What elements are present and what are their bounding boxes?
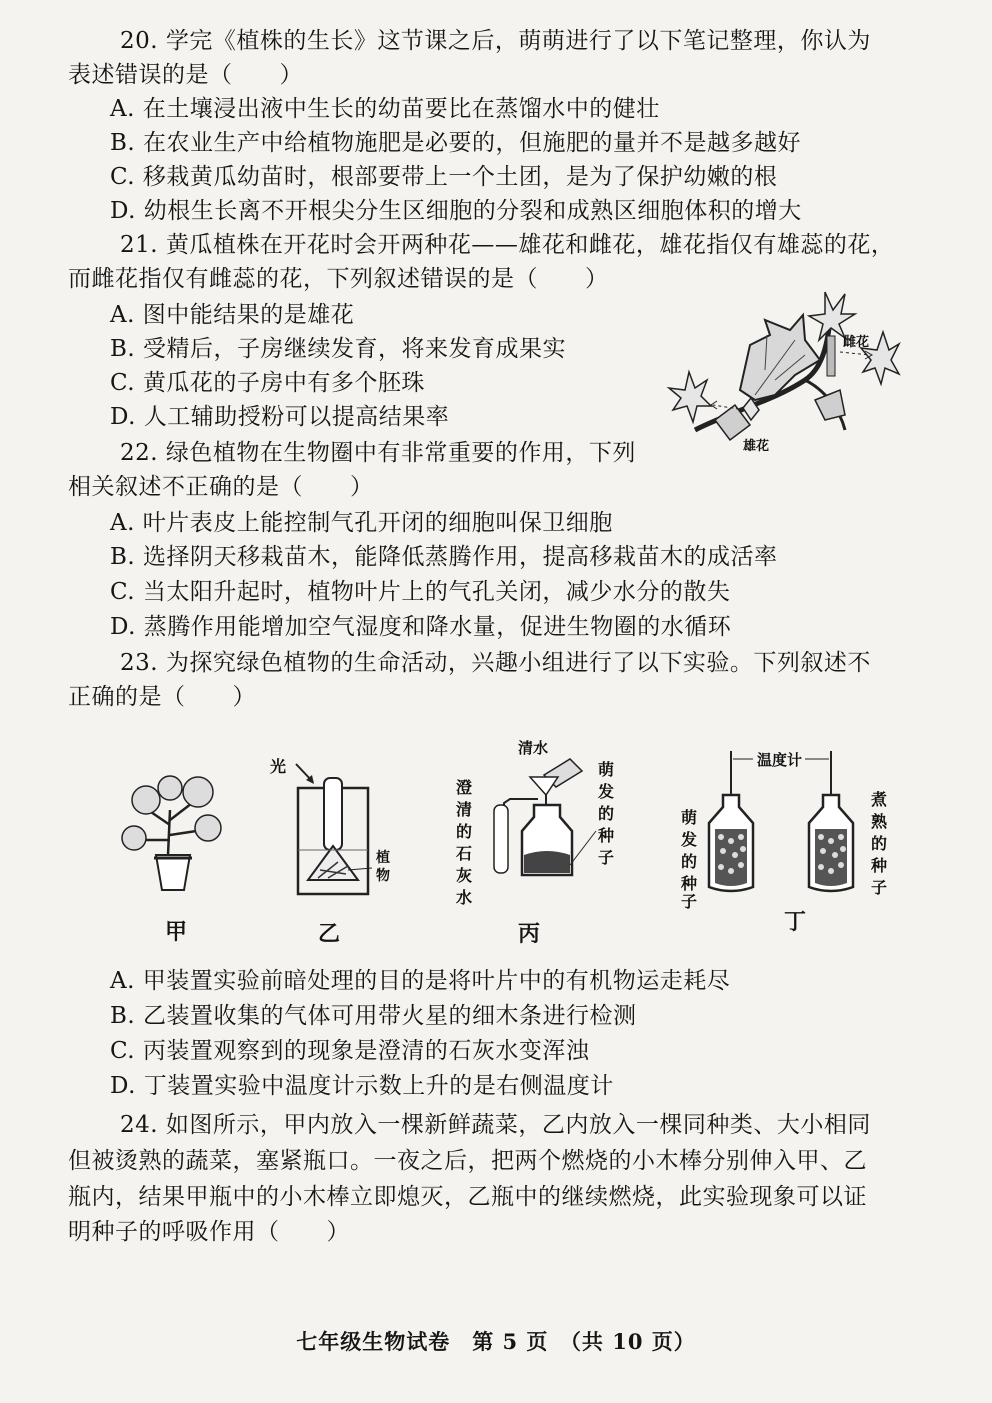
q23-option-c[interactable]: C. 丙装置观察到的现象是澄清的石灰水变浑浊	[110, 1038, 590, 1064]
apparatus-jia	[118, 770, 233, 900]
germinating-seeds-label	[597, 760, 614, 867]
q20-stem-line2: 表述错误的是（ ）	[68, 62, 303, 88]
q22-stem-line2: 相关叙述不正确的是（ ）	[68, 474, 374, 500]
female-flower-label: 雌花	[843, 335, 870, 350]
svg-text:石: 石	[456, 844, 473, 863]
q23-option-b[interactable]: B. 乙装置收集的气体可用带火星的细木条进行检测	[110, 1003, 637, 1029]
svg-text:的: 的	[598, 804, 615, 823]
apparatus-ding-label: 丁	[784, 909, 807, 935]
svg-text:子: 子	[871, 878, 888, 897]
svg-text:种: 种	[598, 826, 615, 845]
svg-text:子: 子	[598, 848, 615, 867]
svg-text:子: 子	[681, 892, 698, 911]
q20-option-c[interactable]: C. 移栽黄瓜幼苗时，根部要带上一个土团，是为了保护幼嫩的根	[110, 164, 778, 190]
svg-text:清: 清	[456, 800, 473, 819]
apparatus-yi-label: 乙	[318, 921, 341, 947]
q21-stem-line1: 21. 黄瓜植株在开花时会开两种花——雄花和雌花，雄花指仅有雄蕊的花，	[120, 232, 895, 258]
q23-option-d[interactable]: D. 丁装置实验中温度计示数上升的是右侧温度计	[110, 1073, 614, 1099]
q20-stem-line1: 20. 学完《植株的生长》这节课之后，萌萌进行了以下笔记整理，你认为	[120, 28, 871, 54]
svg-text:发: 发	[681, 830, 698, 849]
q24-stem-line1: 24. 如图所示，甲内放入一棵新鲜蔬菜，乙内放入一棵同种类、大小相同	[120, 1112, 871, 1138]
q21-option-d[interactable]: D. 人工辅助授粉可以提高结果率	[110, 404, 450, 430]
q24-stem-line4: 明种子的呼吸作用（ ）	[68, 1219, 350, 1245]
svg-text:的: 的	[871, 834, 888, 853]
q20-option-a[interactable]: A. 在土壤浸出液中生长的幼苗要比在蒸馏水中的健壮	[110, 96, 660, 122]
water-label: 清水	[518, 739, 549, 757]
left-seeds-label	[680, 808, 697, 911]
q24-stem-line3: 瓶内，结果甲瓶中的小木棒立即熄灭，乙瓶中的继续燃烧，此实验现象可以证	[68, 1184, 867, 1210]
apparatus-jia-label: 甲	[165, 919, 188, 945]
svg-text:种: 种	[681, 874, 698, 893]
right-seeds-label	[870, 790, 888, 897]
apparatus-bing-label: 丙	[518, 921, 541, 947]
plant-label-char2: 物	[376, 868, 390, 884]
svg-text:种: 种	[871, 856, 888, 875]
svg-text:水: 水	[456, 888, 473, 907]
svg-text:的: 的	[681, 852, 698, 871]
svg-text:的: 的	[456, 822, 473, 841]
svg-text:熟: 熟	[871, 812, 888, 831]
q22-option-d[interactable]: D. 蒸腾作用能增加空气湿度和降水量，促进生物圈的水循环	[110, 614, 732, 640]
q21-option-b[interactable]: B. 受精后，子房继续发育，将来发育成果实	[110, 336, 567, 362]
page-footer: 七年级生物试卷 第 5 页 （共 10 页）	[296, 1329, 696, 1354]
svg-text:萌: 萌	[681, 808, 698, 827]
cucumber-flower-figure	[655, 280, 900, 460]
q21-option-a[interactable]: A. 图中能结果的是雄花	[110, 302, 355, 328]
limewater-label	[456, 778, 472, 907]
q23-stem-line1: 23. 为探究绿色植物的生命活动，兴趣小组进行了以下实验。下列叙述不	[120, 650, 871, 676]
q21-stem-line2: 而雌花指仅有雌蕊的花，下列叙述错误的是（ ）	[68, 266, 609, 292]
q21-option-c[interactable]: C. 黄瓜花的子房中有多个胚珠	[110, 370, 425, 396]
q20-option-b[interactable]: B. 在农业生产中给植物施肥是必要的，但施肥的量并不是越多越好	[110, 130, 802, 156]
q22-option-c[interactable]: C. 当太阳升起时，植物叶片上的气孔关闭，减少水分的散失	[110, 579, 731, 605]
svg-text:灰: 灰	[456, 866, 473, 885]
plant-label-char1: 植	[376, 850, 390, 866]
q23-stem-line2: 正确的是（ ）	[68, 684, 256, 710]
q24-stem-line2: 但被烫熟的蔬菜，塞紧瓶口。一夜之后，把两个燃烧的小木棒分别伸入甲、乙	[68, 1148, 867, 1174]
q23-option-a[interactable]: A. 甲装置实验前暗处理的目的是将叶片中的有机物运走耗尽	[110, 968, 731, 994]
q22-stem-line1: 22. 绿色植物在生物圈中有非常重要的作用，下列	[120, 440, 636, 466]
q20-option-d[interactable]: D. 幼根生长离不开根尖分生区细胞的分裂和成熟区细胞体积的增大	[110, 198, 802, 224]
svg-text:萌: 萌	[598, 760, 615, 779]
apparatus-bing	[452, 735, 632, 907]
male-flower-label: 雄花	[743, 439, 770, 454]
apparatus-yi	[268, 750, 398, 900]
apparatus-ding	[675, 745, 900, 911]
thermometer-label: 温度计	[757, 751, 803, 769]
light-label: 光	[270, 757, 287, 776]
svg-text:煮: 煮	[871, 790, 888, 809]
q22-option-b[interactable]: B. 选择阴天移栽苗木，能降低蒸腾作用，提高移栽苗木的成活率	[110, 544, 778, 570]
q22-option-a[interactable]: A. 叶片表皮上能控制气孔开闭的细胞叫保卫细胞	[110, 510, 613, 536]
svg-text:澄: 澄	[456, 778, 473, 797]
svg-text:发: 发	[598, 782, 615, 801]
